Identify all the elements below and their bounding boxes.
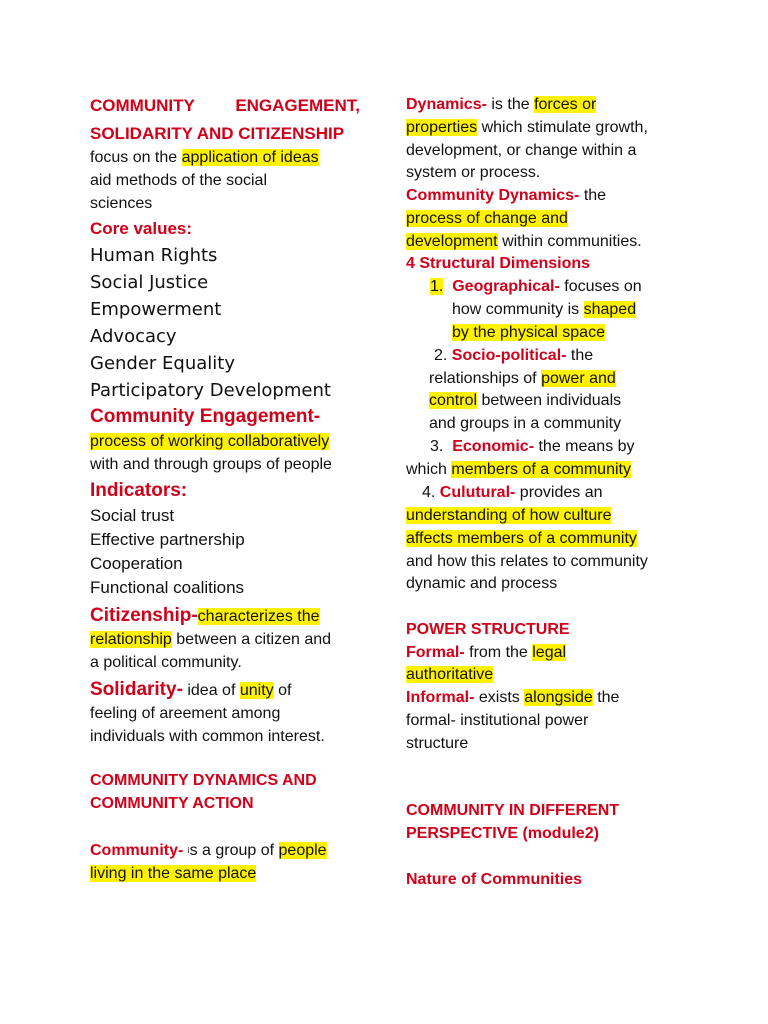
economic-line2: which members of a community [406,461,631,478]
indicator-item: Social trust [90,506,175,525]
highlight: by the physical space [452,324,605,341]
formal-term: Formal- [406,644,465,661]
dynamics-line1: Dynamics- is the forces or [406,96,597,113]
economic-term: Economic- [452,438,535,455]
socio-political-line2: relationships of power and [429,370,616,387]
highlight: control [429,392,478,409]
nature-of-communities-heading: Nature of Communities [406,871,583,888]
core-value-item: Participatory Development [90,380,331,401]
cultural-line4: and how this relates to community [406,553,648,570]
indicator-item: Functional coalitions [90,578,245,597]
economic-line1: 3. Economic- the means by [430,438,635,455]
highlight: shaped [583,301,637,318]
highlight: development [406,233,498,250]
dynamics-action-heading-line1: COMMUNITY DYNAMICS AND [90,772,317,789]
main-title-line1: COMMUNITY ENGAGEMENT, [90,96,360,115]
socio-political-line1: 2. Socio-political- the [434,347,594,364]
informal-line2: formal- institutional power [406,712,589,729]
dynamics-term: Dynamics- [406,96,487,113]
cultural-term: Culutural- [439,484,516,501]
dynamics-line4: system or process. [406,164,541,181]
socio-political-line3: control between individuals [429,392,622,409]
highlight: people [278,842,327,860]
focus-line1: focus on the application of ideas [90,149,319,166]
focus-line2: aid methods of the social [90,172,267,189]
dynamics-action-heading-line2: COMMUNITY ACTION [90,795,254,812]
perspective-heading-line1: COMMUNITY IN DIFFERENT [406,802,620,819]
highlight: properties [406,119,478,136]
highlight: application of ideas [181,149,319,166]
socio-political-line4: and groups in a community [429,415,622,432]
structural-dimensions-heading: 4 Structural Dimensions [406,255,591,272]
formal-line1: Formal- from the legal [406,644,567,661]
community-engagement-term: Community Engagement- [90,406,321,427]
ce-definition-line2: with and through groups of people [90,456,332,473]
solidarity-line3: individuals with common interest. [90,728,325,745]
power-structure-heading: POWER STRUCTURE [406,621,570,638]
informal-term: Informal- [406,689,475,706]
solidarity-line2: feeling of areement among [90,705,281,722]
core-value-item: Social Justice [90,272,209,293]
highlight: legal [532,644,567,661]
highlight: authoritative [406,666,494,683]
citizenship-line1 [90,603,320,629]
geographical-line3 [452,322,605,344]
community-line1: Community- is a group of people [90,842,327,860]
formal-line2 [406,664,493,686]
cultural-line3 [406,528,637,550]
highlight: power and [541,370,616,387]
dynamics-line2: properties which stimulate growth, [406,119,648,136]
highlight: members of a community [451,461,631,478]
highlight: living in the same place [90,865,257,882]
ce-definition-line1 [90,431,329,453]
cultural-line5: dynamic and process [406,575,558,592]
indicators-heading: Indicators: [90,480,188,501]
highlight: characterizes the [197,608,320,625]
focus-line3: sciences [90,195,153,212]
community-dynamics-term: Community Dynamics- [406,187,580,204]
cultural-line2 [406,505,611,527]
community-dynamics-line2 [406,208,568,230]
geographical-term: Geographical- [452,278,560,295]
core-value-item: Gender Equality [90,353,236,374]
community-dynamics-line1: Community Dynamics- the [406,187,607,204]
socio-political-term: Socio-political- [451,347,567,364]
highlight: alongside [524,689,593,706]
geographical-line2: how community is shaped [452,301,637,318]
highlight: unity [239,682,274,699]
highlight: relationship [90,631,172,648]
core-value-item: Human Rights [90,245,218,266]
highlight: understanding of how culture [406,507,612,524]
core-values-heading: Core values: [90,219,193,238]
solidarity-line1: Solidarity- idea of unity of [90,679,292,700]
core-value-item: Advocacy [90,326,177,347]
informal-line1: Informal- exists alongside the [406,689,620,706]
highlight: process of change and [406,210,568,227]
geographical-line1: 1. Geographical- focuses on [430,278,642,295]
main-title-line2: SOLIDARITY AND CITIZENSHIP [90,124,345,143]
citizenship-term: Citizenship- [90,605,198,626]
solidarity-term: Solidarity- [90,679,183,700]
highlight: process of working collaboratively [90,433,330,450]
community-term: Community- [90,842,184,860]
list-number: 1. [430,278,444,295]
citizenship-line2: relationship between a citizen and [90,631,332,648]
indicator-item: Cooperation [90,554,183,573]
core-value-item: Empowerment [90,299,222,320]
community-line2 [90,863,256,885]
citizenship-line3: a political community. [90,654,242,671]
dynamics-line3: development, or change within a [406,142,637,159]
community-dynamics-line3: development within communities. [406,233,642,250]
indicator-item: Effective partnership [90,530,245,549]
cultural-line1: 4. Culutural- provides an [422,484,603,501]
highlight: affects members of a community [406,530,637,547]
perspective-heading-line2: PERSPECTIVE (module2) [406,825,599,842]
informal-line3: structure [406,735,469,752]
highlight: forces or [534,96,597,113]
